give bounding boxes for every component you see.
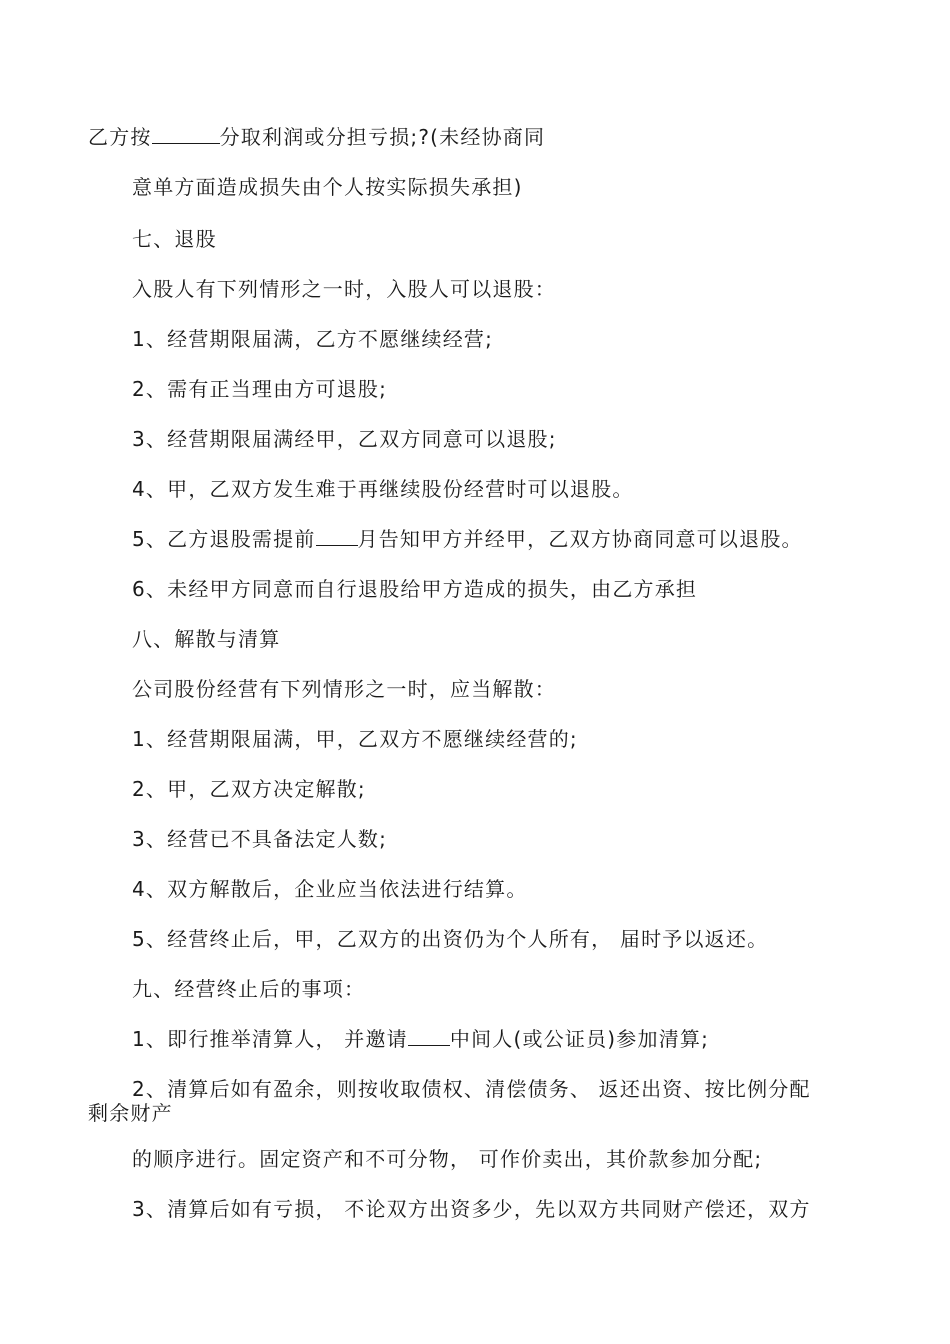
list-item: 4、双方解散后，企业应当依法进行结算。 (132, 877, 528, 901)
list-item: 3、清算后如有亏损， 不论双方出资多少，先以双方共同财产偿还，双方 (132, 1197, 811, 1221)
line-text: 乙方按 (88, 125, 152, 149)
list-item: 6、未经甲方同意而自行退股给甲方造成的损失，由乙方承担 (132, 577, 698, 601)
line-text: 中间人(或公证员)参加清算; (449, 1027, 710, 1051)
paragraph-line: 公司股份经营有下列情形之一时，应当解散： (132, 677, 556, 701)
paragraph-line: 意单方面造成损失由个人按实际损失承担) (132, 175, 523, 199)
fill-blank (152, 125, 220, 144)
paragraph-line (88, 124, 545, 150)
line-text: 5、乙方退股需提前 (132, 527, 316, 551)
list-item: 1、经营期限届满，甲，乙双方不愿继续经营的; (132, 727, 578, 751)
paragraph-line: 剩余财产 (88, 1101, 173, 1125)
fill-blank (408, 1027, 450, 1046)
list-item: 2、清算后如有盈余，则按收取债权、清偿债务、 返还出资、按比例分配 (132, 1077, 811, 1101)
list-item: 3、经营期限届满经甲，乙双方同意可以退股; (132, 427, 557, 451)
section-heading: 八、解散与清算 (132, 627, 281, 651)
fill-blank (316, 527, 358, 546)
line-text: 月告知甲方并经甲，乙双方协商同意可以退股。 (357, 527, 803, 551)
list-item: 3、经营已不具备法定人数; (132, 827, 388, 851)
list-item (132, 526, 803, 552)
list-item: 4、甲，乙双方发生难于再继续股份经营时可以退股。 (132, 477, 634, 501)
list-item: 2、需有正当理由方可退股; (132, 377, 388, 401)
list-item: 5、经营终止后，甲，乙双方的出资仍为个人所有， 届时予以返还。 (132, 927, 769, 951)
list-item: 1、经营期限届满，乙方不愿继续经营; (132, 327, 494, 351)
section-heading: 七、退股 (132, 227, 217, 251)
line-text: 1、即行推举清算人， 并邀请 (132, 1027, 408, 1051)
paragraph-line: 入股人有下列情形之一时，入股人可以退股： (132, 277, 556, 301)
line-text: 分取利润或分担亏损;?(未经协商同 (219, 125, 546, 149)
section-heading: 九、经营终止后的事项： (132, 977, 366, 1001)
list-item: 2、甲，乙双方决定解散; (132, 777, 366, 801)
list-item (132, 1026, 709, 1052)
paragraph-line: 的顺序进行。固定资产和不可分物， 可作价卖出，其价款参加分配; (132, 1147, 763, 1171)
